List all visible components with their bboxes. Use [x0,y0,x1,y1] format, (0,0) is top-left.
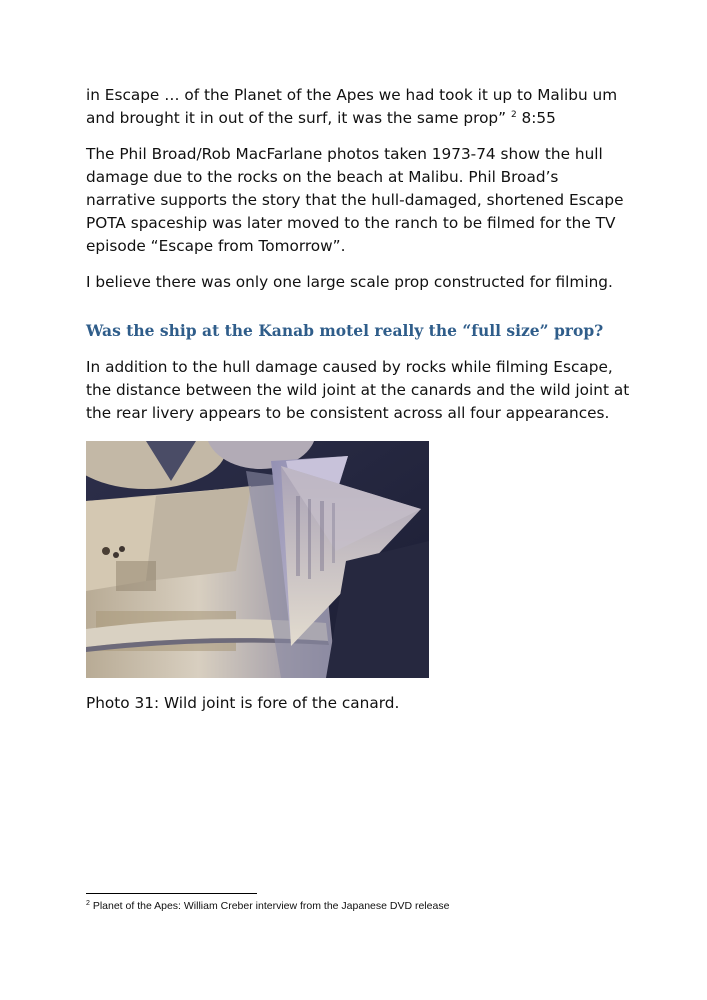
photo-caption: Photo 31: Wild joint is fore of the canard. [86,694,400,712]
hull-photo-image [86,441,429,678]
quote-text: in Escape … of the Planet of the Apes we had took it up to Malibu um and brought it in out of the surf, it was the same prop” [86,86,618,127]
paragraph-quote [86,84,631,130]
page-body [86,84,631,715]
hull-photo [86,441,429,678]
footnote-ref[interactable]: 2 [510,110,517,120]
footnote-text: Planet of the Apes: William Creber interview from the Japanese DVD release [92,900,450,912]
paragraph-wild-joint: In addition to the hull damage caused by rocks while filming Escape, the distance between the wild joint at the canards and the wild joint at the rear livery appears to be consistent across all four appearances. [86,358,630,422]
paragraph-one-prop: I believe there was only one large scale prop constructed for filming. [86,273,613,291]
timestamp-text: 8:55 [516,109,556,127]
footnote-number: 2 [86,900,90,907]
footnote-divider [86,893,257,894]
paragraph-hull-damage: The Phil Broad/Rob MacFarlane photos taken 1973-74 show the hull damage due to the rocks on the beach at Malibu. Phil Broad’s narrative supports the story that the hull-damaged, shortened Escape POTA spaceship was later moved to the ranch to be filmed for the TV episode “Escape from Tomorrow”. [86,145,624,255]
footnote [86,899,449,913]
section-heading: Was the ship at the Kanab motel really the “full size” prop? [86,321,604,340]
